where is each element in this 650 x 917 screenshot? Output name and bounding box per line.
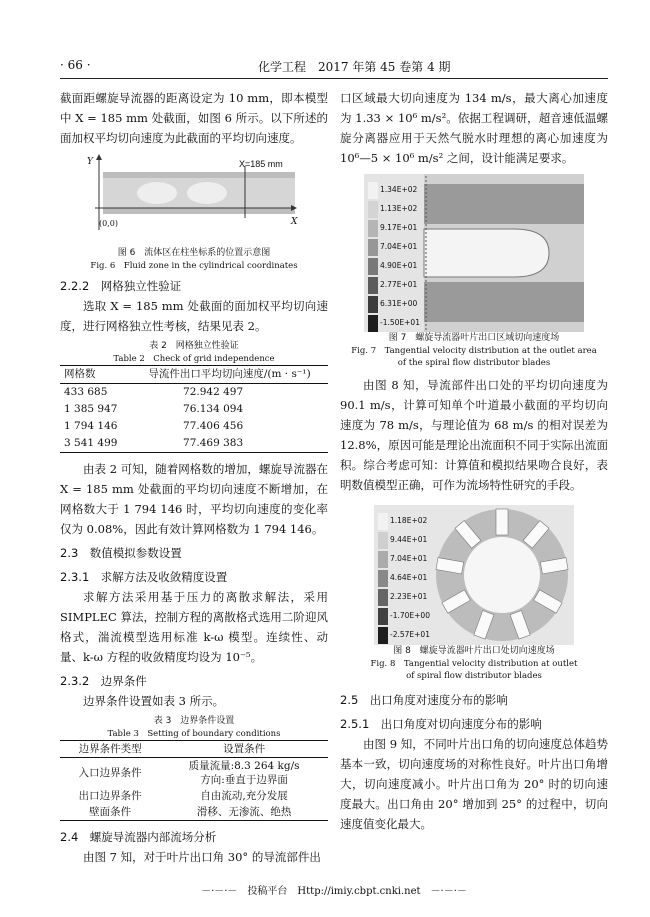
legend-value: 2.77E+01 [380, 280, 418, 289]
legend-entry [378, 625, 430, 644]
legend-swatch [378, 627, 388, 644]
table-3-header: 边界条件类型 [60, 741, 160, 758]
figure-6-axis-y: Y [87, 157, 93, 167]
paragraph-fig8: 由图 8 知，导流部件出口处的平均切向速度为 90.1 m/s，计算可知单个叶道最小截面的平均切向速度为 78 m/s，与理论值为 68 m/s 的相对误差为 12.8%，原因可能是理论出流面积不同于实际出流面积。综合考虑可知：计算值和模拟结果吻合良好，表明数值模型正确，可作为流场特性研究的手段。 [340, 378, 608, 492]
section-2-5-1: 2.5.1 出口角度对切向速度分布的影响 [340, 717, 542, 731]
table-cell: 77.469 383 [183, 437, 244, 449]
journal-title: 化学工程 2017 年第 45 卷第 4 期 [258, 60, 451, 74]
table-cell: 入口边界条件 [78, 767, 142, 779]
legend-value: 9.17E+01 [380, 223, 418, 232]
legend-entry [368, 180, 420, 199]
paragraph-s251: 由图 9 知，不同叶片出口角的切向速度总体趋势基本一致，切向速度场的对称性良好。叶片出口角增大，切向速度减小。叶片出口角为 20° 时的切向速度最大。出口角由 20° 增加到 25° 的过程中，切向速度值变化最大。 [340, 737, 608, 831]
figure-6-caption-cn: 图 6 流体区在柱坐标系的位置示意图 [117, 248, 271, 258]
paragraph-s232: 边界条件设置如表 3 所示。 [83, 694, 225, 708]
header-rule [60, 78, 608, 79]
legend-entry [378, 549, 430, 568]
legend-value: 9.44E+01 [390, 535, 428, 544]
page-number: · 66 · [60, 58, 91, 72]
figure-8-legend [378, 511, 430, 644]
table-cell: 1 385 947 [64, 403, 118, 415]
legend-swatch [378, 608, 388, 625]
legend-value: 4.90E+01 [380, 261, 418, 270]
legend-entry [368, 256, 420, 275]
legend-entry [368, 313, 420, 332]
legend-entry [378, 530, 430, 549]
legend-value: 7.04E+01 [380, 242, 418, 251]
table-2-header: 网格数 [60, 366, 131, 384]
legend-swatch [378, 570, 388, 587]
table-2 [60, 365, 328, 453]
paragraph-s222: 选取 X = 185 mm 处截面的面加权平均切向速度，进行网格独立性考核，结果见表 2。 [60, 299, 328, 333]
figure-6-x-label: X=185 mm [239, 159, 283, 169]
legend-value: 4.64E+01 [390, 573, 428, 582]
table-cell: 72.942 497 [183, 386, 244, 398]
legend-entry [378, 511, 430, 530]
legend-entry [368, 218, 420, 237]
left-column [60, 88, 328, 867]
legend-entry [378, 606, 430, 625]
table-3 [60, 740, 328, 821]
figure-7-legend [368, 180, 420, 332]
table-cell: 1 794 146 [64, 420, 118, 432]
table-cell: 433 685 [64, 386, 108, 398]
legend-entry [368, 237, 420, 256]
paragraph-s231: 求解方法采用基于压力的离散求解法，采用 SIMPLEC 算法，控制方程的离散格式选用二阶迎风格式，湍流模型选用标准 k-ω 模型。连续性、动量、k-ω 方程的收敛精度均设为 10⁻⁵。 [60, 590, 328, 664]
legend-entry [378, 568, 430, 587]
paragraph-continued: 口区域最大切向速度为 134 m/s，最大离心加速度为 1.33 × 10⁶ m/s²。依据工程调研，超音速低温螺旋分离器应用于天然气脱水时理想的离心加速度为 10⁶—5 × 10⁶ m/s² 之间，设计能满足要求。 [340, 91, 608, 165]
table-3-header: 设置条件 [160, 741, 328, 758]
paragraph-intro: 截面距螺旋导流器的距离设定为 10 mm，即本模型中 X = 185 mm 处截面，如图 6 所示。以下所述的面加权平均切向速度为此截面的平均切向速度。 [60, 91, 328, 145]
legend-value: 7.04E+01 [390, 554, 428, 563]
figure-8-caption-en-1: Fig. 8 Tangential velocity distribution at outlet [370, 659, 578, 669]
legend-swatch [368, 258, 378, 275]
page-footer: －·－·－ 投稿平台 Http://imiy.cbpt.cnki.net －·－·－ [201, 886, 467, 897]
table-3-caption-cn: 表 3 边界条件设置 [153, 716, 235, 726]
figure-7-caption-cn: 图 7 螺旋导流器叶片出口区域切向速度场 [388, 333, 560, 343]
table-cell: 壁面条件 [89, 806, 132, 818]
legend-entry [368, 199, 420, 218]
legend-swatch [368, 220, 378, 237]
figure-6-origin: (0,0) [99, 219, 118, 228]
section-2-4: 2.4 螺旋导流器内部流场分析 [60, 830, 217, 844]
figure-6-axis-x: X [291, 217, 298, 227]
table-cell: 自由流动,充分发展 [200, 790, 288, 802]
table-2-header: 导流件出口平均切向速度/(m · s⁻¹) [131, 366, 328, 384]
table-row [60, 384, 328, 402]
legend-swatch [368, 182, 378, 199]
table-cell: 77.406 456 [183, 420, 244, 432]
figure-8-caption-en-2: of spiral flow distributor blades [406, 671, 542, 681]
table-2-caption-en: Table 2 Check of grid independence [113, 354, 275, 364]
legend-swatch [378, 532, 388, 549]
table-row [60, 435, 328, 453]
legend-value: -1.50E+01 [380, 318, 420, 327]
table-3-caption-en: Table 3 Setting of boundary conditions [107, 729, 281, 739]
figure-6-caption-en: Fig. 6 Fluid zone in the cylindrical coordinates [90, 261, 298, 271]
table-cell: 滑移、无渗流、绝热 [196, 806, 292, 818]
table-row [60, 418, 328, 435]
legend-entry [368, 294, 420, 313]
legend-value: 2.23E+01 [390, 592, 428, 601]
legend-value: -2.57E+01 [390, 630, 430, 639]
legend-swatch [378, 551, 388, 568]
figure-7 [364, 174, 584, 332]
section-2-3-1: 2.3.1 求解方法及收敛精度设置 [60, 570, 228, 584]
paragraph-s24: 由图 7 知，对于叶片出口角 30° 的导流部件出 [83, 850, 321, 864]
table-row [60, 804, 328, 821]
section-2-3-2: 2.3.2 边界条件 [60, 674, 147, 688]
section-2-3: 2.3 数值模拟参数设置 [60, 546, 182, 560]
legend-swatch [368, 277, 378, 294]
section-2-2-2: 2.2.2 网格独立性验证 [60, 279, 182, 293]
legend-swatch [368, 201, 378, 218]
legend-value: 1.34E+02 [380, 185, 418, 194]
legend-swatch [368, 315, 378, 332]
legend-swatch [378, 513, 388, 530]
table-row [60, 758, 328, 789]
legend-value: 6.31E+00 [380, 299, 418, 308]
table-row [60, 401, 328, 418]
legend-entry [378, 587, 430, 606]
table-row [60, 788, 328, 804]
figure-6 [85, 152, 303, 247]
legend-value: 1.13E+02 [380, 204, 418, 213]
figure-8-caption-cn: 图 8 螺旋导流器叶片出口处切向速度场 [393, 646, 555, 656]
table-cell: 3 541 499 [64, 437, 118, 449]
legend-swatch [368, 239, 378, 256]
figure-7-caption-en-1: Fig. 7 Tangential velocity distribution at the outlet area [351, 346, 597, 356]
section-2-5: 2.5 出口角度对速度分布的影响 [340, 693, 508, 707]
legend-swatch [368, 296, 378, 313]
legend-swatch [378, 589, 388, 606]
legend-value: 1.18E+02 [390, 516, 428, 525]
figure-7-caption-en-2: of the spiral flow distributor blades [397, 358, 551, 368]
figure-8 [374, 505, 574, 645]
table-cell: 76.134 094 [183, 403, 244, 415]
right-column [340, 88, 608, 834]
legend-entry [368, 275, 420, 294]
paragraph-table2: 由表 2 可知，随着网格数的增加，螺旋导流器在 X = 185 mm 处截面的平均切向速度不断增加，在网格数大于 1 794 146 时，平均切向速度的变化率仅为 0.08%，因此有效计算网格数为 1 794 146。 [60, 462, 328, 536]
page-header [60, 58, 608, 78]
table-cell: 出口边界条件 [78, 790, 142, 802]
table-cell: 质量流量:8.3 264 kg/s 方向:垂直于边界面 [188, 760, 300, 786]
table-2-caption-cn: 表 2 网格独立性验证 [149, 341, 239, 351]
legend-value: -1.70E+00 [390, 611, 430, 620]
